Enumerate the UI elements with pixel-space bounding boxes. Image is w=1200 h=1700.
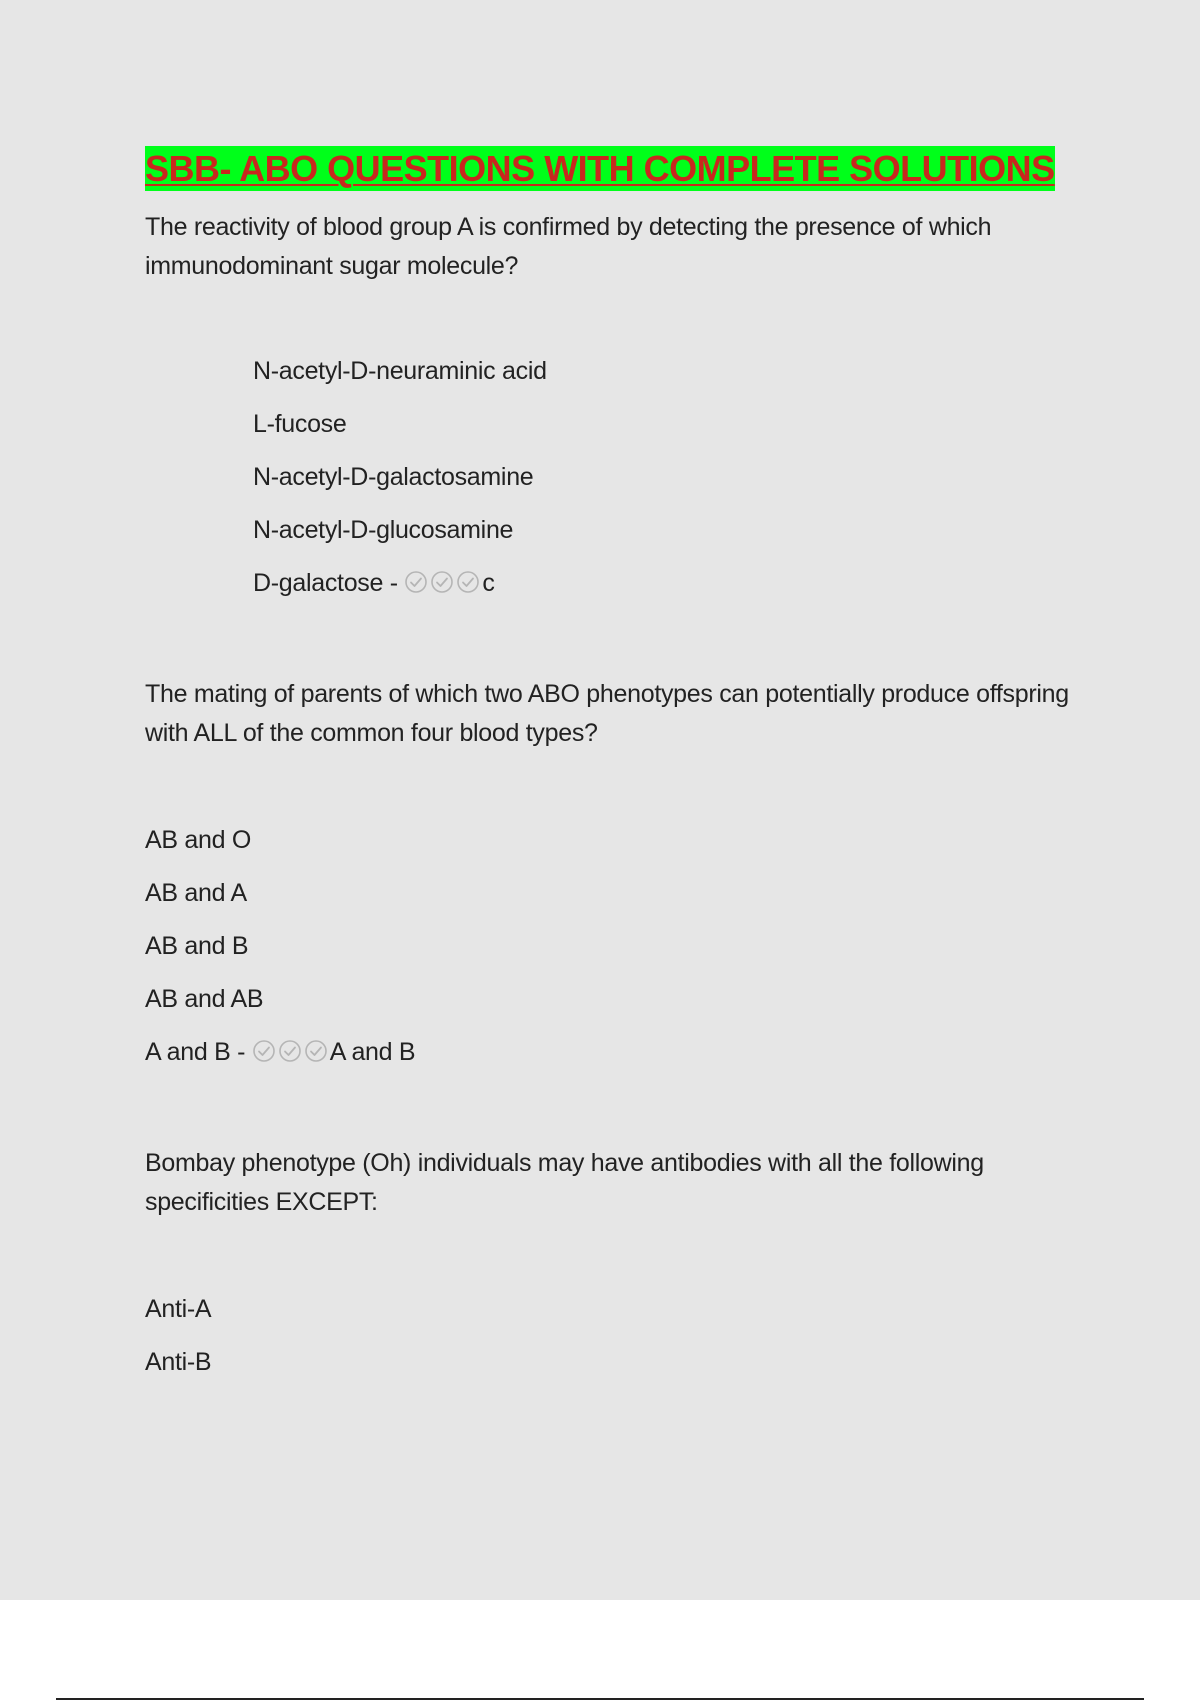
check-circle-icon [456,570,480,594]
question-2-options [145,814,1085,1079]
question-3-option-2: Anti-B [145,1348,212,1376]
check-circle-icon [304,1039,328,1063]
question-3-option-1: Anti-A [145,1295,212,1323]
question-3-options [145,1283,1085,1389]
question-1-option-5: D-galactose - [253,569,405,597]
question-2-option-3: AB and B [145,932,249,960]
question-1-option-2: L-fucose [253,410,347,438]
question-2-option-2: AB and A [145,879,247,907]
question-2-text: The mating of parents of which two ABO phenotypes can potentially produce offspring with ALL of the common four blood types? [145,680,1069,747]
question-3-text: Bombay phenotype (Oh) individuals may have antibodies with all the following specificities EXCEPT: [145,1149,984,1216]
document-title [145,140,1085,198]
question-1-option-5-with-answer [253,557,1085,610]
check-circle-icon [404,570,428,594]
document-title-text: SBB- ABO QUESTIONS WITH COMPLETE SOLUTIONS [145,148,1055,189]
question-1-answer: c [482,569,495,597]
check-circle-icon [278,1039,302,1063]
question-1-option-3: N-acetyl-D-galactosamine [253,463,534,491]
question-2-option-5-with-answer [145,1026,1085,1079]
question-2-option-5: A and B - [145,1038,252,1066]
question-1-options [145,345,1085,610]
check-circle-icon [252,1039,276,1063]
document-content [145,140,1085,1389]
question-2-option-1: AB and O [145,826,251,854]
question-2-option-4: AB and AB [145,985,264,1013]
check-circle-icon [430,570,454,594]
question-2-answer: A and B [329,1038,416,1066]
question-1-text: The reactivity of blood group A is confirmed by detecting the presence of which immunodominant sugar molecule? [145,213,992,280]
question-1-option-4: N-acetyl-D-glucosamine [253,516,514,544]
question-1-option-1: N-acetyl-D-neuraminic acid [253,357,547,385]
